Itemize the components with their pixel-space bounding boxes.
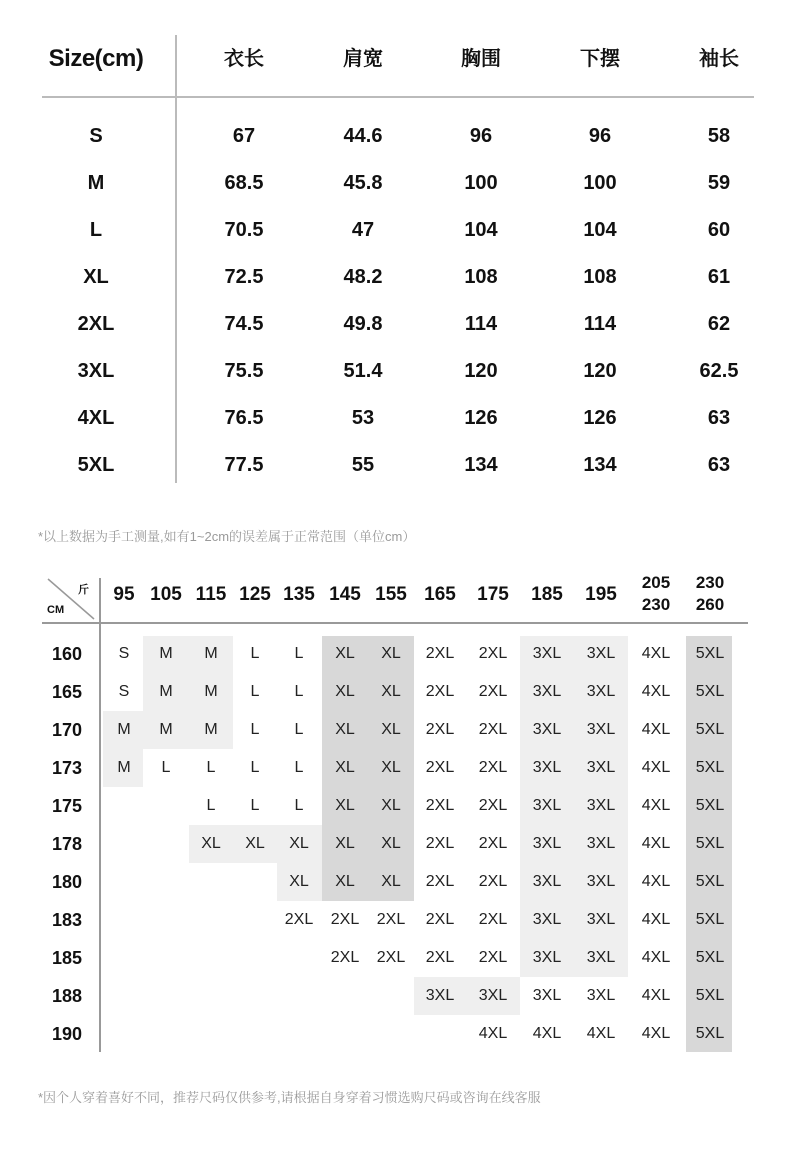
recommended-size-cell: L xyxy=(206,797,216,814)
recommended-size-cell: 2XL xyxy=(425,797,455,814)
recommended-size-cell: 2XL xyxy=(284,911,314,928)
recommended-size-cell: 3XL xyxy=(532,949,562,966)
recommended-size-cell: 3XL xyxy=(586,721,616,738)
height-label: 170 xyxy=(51,720,83,740)
recommended-size-cell: XL xyxy=(289,873,309,890)
recommended-size-cell: 2XL xyxy=(478,645,508,662)
recommended-size-cell: XL xyxy=(335,683,355,700)
size-table-cell: 70.5 xyxy=(224,219,264,241)
recommended-size-cell: 3XL xyxy=(586,987,616,1004)
recommended-size-cell: M xyxy=(204,683,218,700)
recommended-size-cell: 4XL xyxy=(641,683,671,700)
recommended-size-cell: 2XL xyxy=(478,911,508,928)
size-table-cell: 61 xyxy=(707,266,731,288)
size-table-divider-vertical xyxy=(175,35,177,483)
recommended-size-cell: XL xyxy=(335,797,355,814)
measurement-note: *以上数据为手工测量,如有1~2cm的误差属于正常范围（单位cm） xyxy=(38,529,416,544)
recommended-size-cell: 3XL xyxy=(586,873,616,890)
recommended-size-cell: 3XL xyxy=(532,873,562,890)
recommended-size-cell: 3XL xyxy=(586,911,616,928)
size-table-header: Size(cm) xyxy=(48,45,144,72)
size-table-header: 胸围 xyxy=(461,48,501,70)
size-table-cell: 60 xyxy=(707,219,731,241)
size-table-cell: 126 xyxy=(583,407,617,429)
recommended-size-cell: 4XL xyxy=(641,911,671,928)
size-table-cell: 96 xyxy=(588,125,612,147)
size-table-cell: 72.5 xyxy=(224,266,264,288)
recommended-size-cell: 2XL xyxy=(425,683,455,700)
recommended-size-cell: 2XL xyxy=(425,759,455,776)
size-table-cell: 104 xyxy=(464,219,498,241)
weight-header: 95 xyxy=(113,584,135,605)
recommended-size-cell: 2XL xyxy=(478,721,508,738)
recommended-size-cell: 3XL xyxy=(532,835,562,852)
size-table-cell: 49.8 xyxy=(343,313,383,335)
size-table-cell: 58 xyxy=(707,125,731,147)
recommended-size-cell: S xyxy=(118,683,130,700)
weight-header: 115 xyxy=(195,584,227,605)
recommended-size-cell: XL xyxy=(381,797,401,814)
size-table-cell: 44.6 xyxy=(343,125,383,147)
weight-range-part: 230 xyxy=(695,573,725,592)
size-table-cell: 62.5 xyxy=(699,360,739,382)
recommended-size-cell: L xyxy=(250,797,260,814)
recommended-size-cell: 4XL xyxy=(478,1025,508,1042)
recommended-size-cell: XL xyxy=(381,721,401,738)
height-unit-label: CM xyxy=(47,604,65,616)
weight-header: 185 xyxy=(531,584,563,605)
recommended-size-cell: S xyxy=(118,645,130,662)
recommended-size-cell: L xyxy=(250,721,260,738)
recommended-size-cell: XL xyxy=(335,645,355,662)
recommended-size-cell: 3XL xyxy=(586,835,616,852)
size-table-header: 肩宽 xyxy=(343,48,383,70)
weight-header: 125 xyxy=(239,584,271,605)
size-table-cell: 100 xyxy=(464,172,498,194)
recommended-size-cell: 2XL xyxy=(478,797,508,814)
recommendation-note: *因个人穿着喜好不同，推荐尺码仅供参考,请根据自身穿着习惯选购尺码或咨询在线客服 xyxy=(38,1090,541,1105)
recommended-size-cell: M xyxy=(117,721,131,738)
height-label: 165 xyxy=(51,682,83,702)
recommended-size-cell: 3XL xyxy=(532,721,562,738)
recommended-size-cell: XL xyxy=(381,645,401,662)
recommended-size-cell: XL xyxy=(381,759,401,776)
recommended-size-cell: 3XL xyxy=(425,987,455,1004)
weight-header: 135 xyxy=(283,584,315,605)
recommended-size-cell: 5XL xyxy=(695,645,725,662)
recommended-size-cell: 3XL xyxy=(532,759,562,776)
recommended-size-cell: 5XL xyxy=(695,721,725,738)
weight-range-part: 260 xyxy=(695,595,725,614)
recommended-size-cell: 2XL xyxy=(478,759,508,776)
size-table-header: 袖长 xyxy=(699,48,739,70)
size-table-cell: 108 xyxy=(583,266,617,288)
recommended-size-cell: 2XL xyxy=(330,911,360,928)
recommended-size-cell: 5XL xyxy=(695,797,725,814)
recommended-size-cell: 2XL xyxy=(376,949,406,966)
height-label: 183 xyxy=(51,910,83,930)
height-label: 185 xyxy=(51,948,83,968)
recommended-size-cell: 5XL xyxy=(695,759,725,776)
recommended-size-cell: M xyxy=(159,645,173,662)
size-table-cell: 96 xyxy=(469,125,493,147)
recommended-size-cell: 4XL xyxy=(641,987,671,1004)
recommended-size-cell: XL xyxy=(335,721,355,738)
size-label: 2XL xyxy=(77,313,115,335)
recommended-size-cell: XL xyxy=(381,683,401,700)
recommended-size-cell: 2XL xyxy=(376,911,406,928)
recommended-size-cell: 3XL xyxy=(532,645,562,662)
size-table-cell: 59 xyxy=(707,172,731,194)
recommended-size-cell: 2XL xyxy=(425,949,455,966)
recommended-size-cell: 2XL xyxy=(478,949,508,966)
size-label: 4XL xyxy=(77,407,115,429)
recommended-size-cell: XL xyxy=(335,873,355,890)
weight-header: 165 xyxy=(424,584,456,605)
recommended-size-cell: L xyxy=(250,645,260,662)
size-label: XL xyxy=(83,266,109,288)
size-table-cell: 67 xyxy=(232,125,256,147)
recommend-divider-horizontal xyxy=(42,622,748,624)
recommended-size-cell: M xyxy=(159,683,173,700)
recommended-size-cell: 5XL xyxy=(695,911,725,928)
recommended-size-cell: XL xyxy=(245,835,265,852)
size-table-cell: 75.5 xyxy=(224,360,264,382)
recommended-size-cell: 3XL xyxy=(586,797,616,814)
recommended-size-cell: 4XL xyxy=(641,1025,671,1042)
size-table-cell: 120 xyxy=(464,360,498,382)
recommended-size-cell: L xyxy=(294,797,304,814)
recommended-size-cell: L xyxy=(250,759,260,776)
recommended-size-cell: L xyxy=(294,759,304,776)
size-table-divider-horizontal xyxy=(42,96,754,98)
weight-header: 145 xyxy=(329,584,361,605)
recommended-size-cell: M xyxy=(204,721,218,738)
size-label: 3XL xyxy=(77,360,115,382)
recommended-size-cell: L xyxy=(250,683,260,700)
size-table-cell: 47 xyxy=(351,219,375,241)
height-label: 160 xyxy=(51,644,83,664)
size-table-cell: 134 xyxy=(464,454,498,476)
recommended-size-cell: 4XL xyxy=(641,797,671,814)
size-table-cell: 120 xyxy=(583,360,617,382)
recommended-size-cell: L xyxy=(294,683,304,700)
size-table-cell: 76.5 xyxy=(224,407,264,429)
recommended-size-cell: 4XL xyxy=(641,835,671,852)
height-label: 175 xyxy=(51,796,83,816)
recommended-size-cell: 2XL xyxy=(425,873,455,890)
recommended-size-cell: 2XL xyxy=(478,683,508,700)
size-table-cell: 104 xyxy=(583,219,617,241)
recommended-size-cell: 3XL xyxy=(586,759,616,776)
recommended-size-cell: 4XL xyxy=(641,873,671,890)
size-table-cell: 108 xyxy=(464,266,498,288)
recommended-size-cell: L xyxy=(206,759,216,776)
recommended-size-cell: 3XL xyxy=(586,683,616,700)
weight-range-part: 230 xyxy=(641,595,671,614)
recommended-size-cell: 5XL xyxy=(695,987,725,1004)
recommended-size-cell: 5XL xyxy=(695,873,725,890)
size-table-cell: 126 xyxy=(464,407,498,429)
size-table-cell: 55 xyxy=(351,454,375,476)
size-label: M xyxy=(87,172,105,194)
height-label: 190 xyxy=(51,1024,83,1044)
size-label: L xyxy=(89,219,103,241)
recommended-size-cell: 3XL xyxy=(478,987,508,1004)
recommended-size-cell: 3XL xyxy=(532,987,562,1004)
recommended-size-cell: 4XL xyxy=(586,1025,616,1042)
recommended-size-cell: 2XL xyxy=(425,835,455,852)
recommended-size-cell: XL xyxy=(335,759,355,776)
recommended-size-cell: M xyxy=(117,759,131,776)
recommended-size-cell: 4XL xyxy=(641,759,671,776)
recommended-size-cell: XL xyxy=(335,835,355,852)
recommended-size-cell: M xyxy=(204,645,218,662)
size-table-cell: 48.2 xyxy=(343,266,383,288)
recommended-size-cell: 3XL xyxy=(532,683,562,700)
size-table-header: 下摆 xyxy=(580,48,620,70)
recommended-size-cell: 2XL xyxy=(330,949,360,966)
recommended-size-cell: 2XL xyxy=(425,645,455,662)
recommended-size-cell: 5XL xyxy=(695,1025,725,1042)
recommended-size-cell: 5XL xyxy=(695,683,725,700)
recommended-size-cell: 3XL xyxy=(532,797,562,814)
recommended-size-cell: L xyxy=(161,759,171,776)
size-table-cell: 74.5 xyxy=(224,313,264,335)
size-label: 5XL xyxy=(77,454,115,476)
recommended-size-cell: 3XL xyxy=(586,645,616,662)
recommended-size-cell: 2XL xyxy=(425,721,455,738)
size-table-cell: 114 xyxy=(583,313,617,335)
size-table-cell: 100 xyxy=(583,172,617,194)
recommended-size-cell: L xyxy=(294,721,304,738)
recommended-size-cell: 2XL xyxy=(478,835,508,852)
recommended-size-cell: 3XL xyxy=(532,911,562,928)
recommended-size-cell: 2XL xyxy=(425,911,455,928)
weight-header xyxy=(686,572,734,618)
recommended-size-cell: 3XL xyxy=(586,949,616,966)
recommended-size-cell: 5XL xyxy=(695,835,725,852)
recommended-size-cell: 2XL xyxy=(478,873,508,890)
recommended-size-cell: 5XL xyxy=(695,949,725,966)
size-table-cell: 63 xyxy=(707,454,731,476)
recommended-size-cell: 4XL xyxy=(641,949,671,966)
recommended-size-cell: M xyxy=(159,721,173,738)
recommended-size-cell: 4XL xyxy=(641,721,671,738)
size-table-cell: 63 xyxy=(707,407,731,429)
recommended-size-cell: 4XL xyxy=(641,645,671,662)
height-label: 178 xyxy=(51,834,83,854)
recommended-size-cell: XL xyxy=(201,835,221,852)
size-table-header: 衣长 xyxy=(224,48,264,70)
size-table-cell: 53 xyxy=(351,407,375,429)
size-table-cell: 51.4 xyxy=(343,360,383,382)
size-measurement-table xyxy=(0,0,790,500)
size-table-cell: 134 xyxy=(583,454,617,476)
size-table-cell: 77.5 xyxy=(224,454,264,476)
weight-header: 175 xyxy=(477,584,509,605)
weight-unit-label: 斤 xyxy=(78,584,89,596)
weight-range-part: 205 xyxy=(641,573,671,592)
recommended-size-cell: 4XL xyxy=(532,1025,562,1042)
weight-header: 195 xyxy=(585,584,617,605)
size-table-cell: 45.8 xyxy=(343,172,383,194)
recommended-size-cell: XL xyxy=(289,835,309,852)
recommended-size-cell: L xyxy=(294,645,304,662)
size-table-cell: 114 xyxy=(464,313,498,335)
recommended-size-cell: XL xyxy=(381,873,401,890)
size-table-cell: 68.5 xyxy=(224,172,264,194)
weight-header: 155 xyxy=(375,584,407,605)
weight-header xyxy=(632,572,680,618)
height-label: 180 xyxy=(51,872,83,892)
size-label: S xyxy=(89,125,103,147)
height-label: 173 xyxy=(51,758,83,778)
recommended-size-cell: XL xyxy=(381,835,401,852)
weight-header: 105 xyxy=(150,584,182,605)
size-table-cell: 62 xyxy=(707,313,731,335)
height-label: 188 xyxy=(51,986,83,1006)
